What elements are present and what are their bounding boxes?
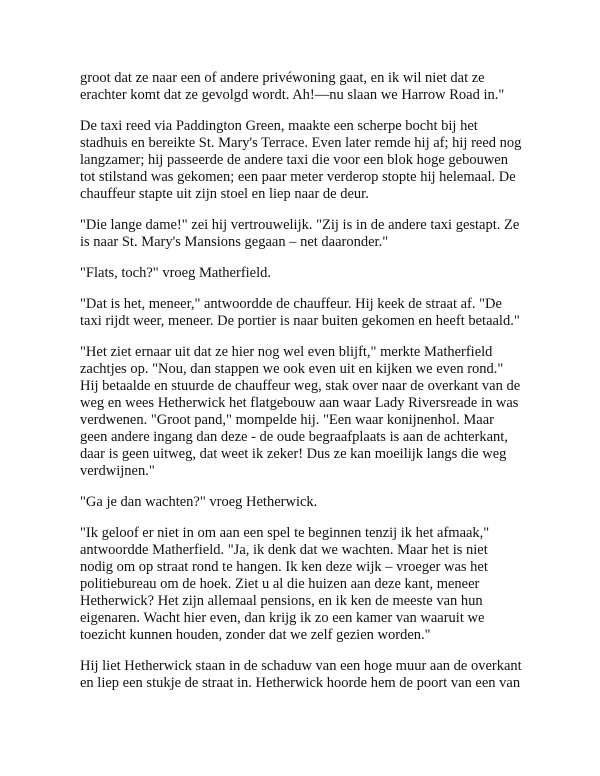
paragraph-5: "Dat is het, meneer," antwoordde de chauffeur. Hij keek de straat af. "De taxi rijdt weer, meneer. De portier is naar buiten gekomen en heeft betaald."	[80, 296, 520, 329]
paragraph-4: "Flats, toch?" vroeg Matherfield.	[80, 265, 272, 281]
paragraph-6: "Het ziet ernaar uit dat ze hier nog wel even blijft," merkte Matherfield zachtjes op. "Nou, dan stappen we ook even uit en kijken we even rond." Hij betaalde en stuurde de chauffeur weg, stak over naar de overkant van de weg en wees Hetherwick het flatgebouw aan waar Lady Riversreade in was verdwenen. "Groot pand," mompelde hij. "Een waar konijnenhol. Maar geen andere ingang dan deze - de oude begraafplaats is aan de achterkant, daar is geen uitweg, dat weet ik zeker! Dus ze kan moeilijk langs die weg verdwijnen."	[80, 344, 521, 479]
document-page	[80, 70, 532, 706]
paragraph-8: "Ik geloof er niet in om aan een spel te beginnen tenzij ik het afmaak," antwoordde Matherfield. "Ja, ik denk dat we wachten. Maar het is niet nodig om op straat rond te hangen. Ik ken deze wijk – vroeger was het politiebureau om de hoek. Ziet u al die huizen aan deze kant, meneer Hetherwick? Het zijn allemaal pensions, en ik ken de meeste van hun eigenaren. Wacht hier even, dan krijg ik zo een kamer van waaruit we toezicht kunnen houden, zonder dat we zelf gezien worden."	[80, 525, 490, 643]
paragraph-9: Hij liet Hetherwick staan in de schaduw van een hoge muur aan de overkant en liep een stukje de straat in. Hetherwick hoorde hem de poort van een van	[80, 658, 522, 691]
paragraph-3: "Die lange dame!" zei hij vertrouwelijk. "Zij is in de andere taxi gestapt. Ze is naar St. Mary's Mansions gegaan – net daaronder."	[80, 217, 520, 250]
paragraph-1: groot dat ze naar een of andere privéwoning gaat, en ik wil niet dat ze erachter komt dat ze gevolgd wordt. Ah!—nu slaan we Harrow Road in."	[80, 70, 505, 103]
paragraph-2: De taxi reed via Paddington Green, maakte een scherpe bocht bij het stadhuis en bereikte St. Mary's Terrace. Even later remde hij af; hij reed nog langzamer; hij passeerde de andere taxi die voor een blok hoge gebouwen tot stilstand was gekomen; een paar meter verderop stopte hij helemaal. De chauffeur stapte uit zijn stoel en liep naar de deur.	[80, 118, 522, 202]
paragraph-7: "Ga je dan wachten?" vroeg Hetherwick.	[80, 494, 318, 510]
